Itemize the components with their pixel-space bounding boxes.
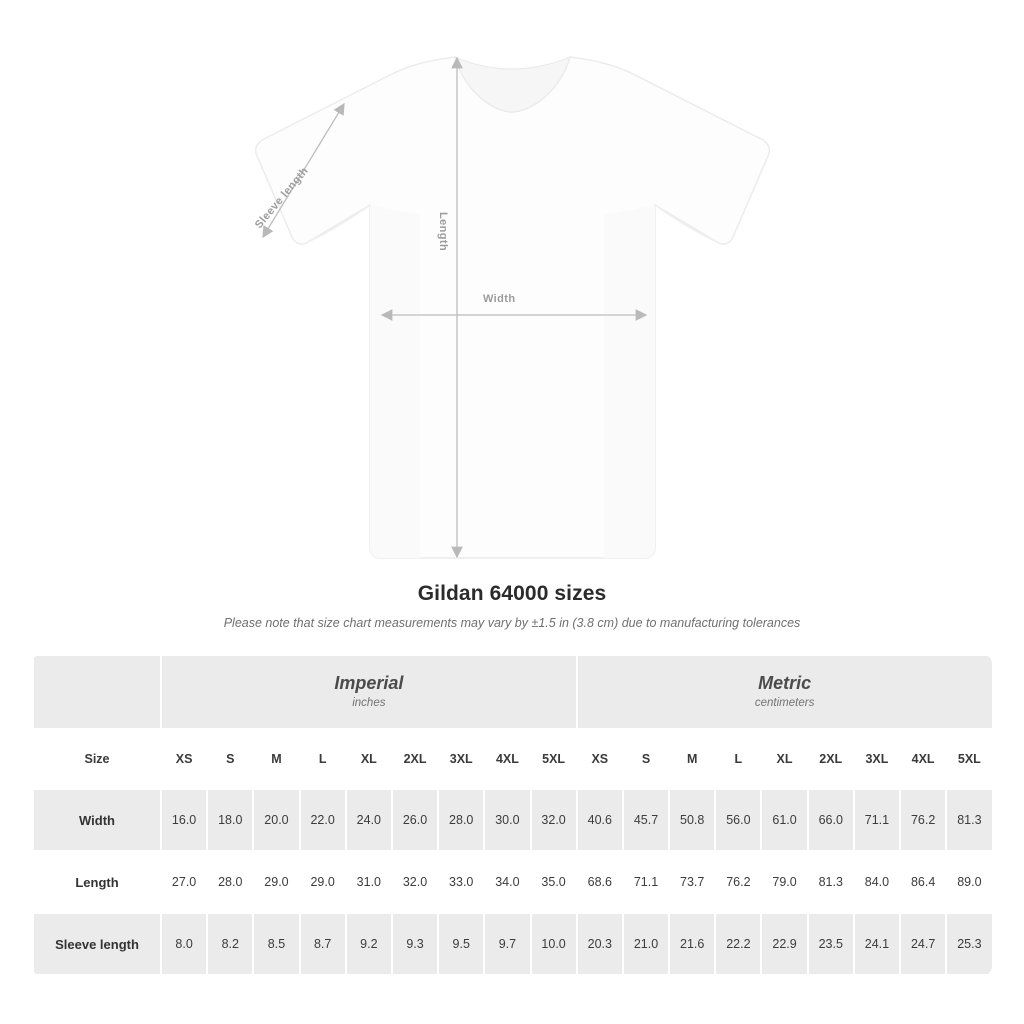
- metric-unit-sub: centimeters: [754, 696, 815, 709]
- cell-sleeve-metric-3xl: 24.1: [854, 913, 900, 975]
- cell-width-metric-3xl: 71.1: [854, 789, 900, 851]
- cell-length-imperial-5xl: 35.0: [531, 851, 577, 913]
- imperial-unit-header: [161, 655, 577, 729]
- row-label-sleeve-length: Sleeve length: [33, 913, 161, 975]
- size-table: [32, 654, 992, 976]
- unit-header-row: [33, 655, 992, 729]
- size-header-metric-l: L: [715, 729, 761, 789]
- cell-width-imperial-xs: 16.0: [161, 789, 207, 851]
- cell-width-imperial-3xl: 28.0: [438, 789, 484, 851]
- cell-sleeve-metric-4xl: 24.7: [900, 913, 946, 975]
- cell-width-metric-s: 45.7: [623, 789, 669, 851]
- cell-width-imperial-s: 18.0: [207, 789, 253, 851]
- imperial-unit-sub: inches: [352, 696, 386, 709]
- cell-length-imperial-m: 29.0: [253, 851, 299, 913]
- row-label-width: Width: [33, 789, 161, 851]
- cell-length-metric-xs: 68.6: [577, 851, 623, 913]
- size-header-imperial-xs: XS: [161, 729, 207, 789]
- cell-sleeve-metric-2xl: 23.5: [808, 913, 854, 975]
- cell-width-imperial-4xl: 30.0: [484, 789, 530, 851]
- table-corner-cell: [33, 655, 161, 729]
- size-table-wrapper: [32, 654, 992, 976]
- width-dimension-label: Width: [483, 293, 516, 305]
- cell-sleeve-metric-s: 21.0: [623, 913, 669, 975]
- cell-length-imperial-2xl: 32.0: [392, 851, 438, 913]
- cell-sleeve-metric-xs: 20.3: [577, 913, 623, 975]
- cell-length-metric-m: 73.7: [669, 851, 715, 913]
- cell-length-metric-3xl: 84.0: [854, 851, 900, 913]
- cell-length-metric-2xl: 81.3: [808, 851, 854, 913]
- cell-sleeve-imperial-xs: 8.0: [161, 913, 207, 975]
- row-label-length: Length: [33, 851, 161, 913]
- cell-length-imperial-xs: 27.0: [161, 851, 207, 913]
- size-header-imperial-3xl: 3XL: [438, 729, 484, 789]
- cell-width-metric-5xl: 81.3: [946, 789, 992, 851]
- cell-sleeve-imperial-3xl: 9.5: [438, 913, 484, 975]
- table-row: [33, 789, 992, 851]
- table-row: [33, 851, 992, 913]
- size-header-imperial-2xl: 2XL: [392, 729, 438, 789]
- size-header-imperial-5xl: 5XL: [531, 729, 577, 789]
- cell-width-metric-xs: 40.6: [577, 789, 623, 851]
- cell-length-metric-5xl: 89.0: [946, 851, 992, 913]
- cell-width-metric-m: 50.8: [669, 789, 715, 851]
- cell-length-metric-l: 76.2: [715, 851, 761, 913]
- cell-sleeve-imperial-m: 8.5: [253, 913, 299, 975]
- metric-unit-header: [577, 655, 992, 729]
- cell-length-metric-s: 71.1: [623, 851, 669, 913]
- sleeve-length-dimension-label: Sleeve length: [252, 164, 311, 231]
- cell-length-metric-4xl: 86.4: [900, 851, 946, 913]
- cell-sleeve-imperial-2xl: 9.3: [392, 913, 438, 975]
- cell-width-imperial-l: 22.0: [300, 789, 346, 851]
- cell-sleeve-imperial-5xl: 10.0: [531, 913, 577, 975]
- size-header-imperial-4xl: 4XL: [484, 729, 530, 789]
- size-header-metric-2xl: 2XL: [808, 729, 854, 789]
- tolerance-note: Please note that size chart measurements may vary by ±1.5 in (3.8 cm) due to manufacturing tolerances: [223, 616, 801, 630]
- page-title: Gildan 64000 sizes: [417, 582, 607, 605]
- cell-width-metric-l: 56.0: [715, 789, 761, 851]
- cell-width-metric-xl: 61.0: [761, 789, 807, 851]
- cell-width-metric-2xl: 66.0: [808, 789, 854, 851]
- size-header-imperial-m: M: [253, 729, 299, 789]
- size-header-imperial-l: L: [300, 729, 346, 789]
- size-header-imperial-s: S: [207, 729, 253, 789]
- table-row: [33, 913, 992, 975]
- cell-width-imperial-5xl: 32.0: [531, 789, 577, 851]
- cell-sleeve-imperial-4xl: 9.7: [484, 913, 530, 975]
- cell-sleeve-metric-xl: 22.9: [761, 913, 807, 975]
- cell-width-imperial-2xl: 26.0: [392, 789, 438, 851]
- cell-width-imperial-xl: 24.0: [346, 789, 392, 851]
- cell-length-imperial-4xl: 34.0: [484, 851, 530, 913]
- size-header-metric-4xl: 4XL: [900, 729, 946, 789]
- cell-width-metric-4xl: 76.2: [900, 789, 946, 851]
- cell-length-imperial-3xl: 33.0: [438, 851, 484, 913]
- cell-sleeve-metric-l: 22.2: [715, 913, 761, 975]
- cell-sleeve-imperial-l: 8.7: [300, 913, 346, 975]
- cell-sleeve-metric-5xl: 25.3: [946, 913, 992, 975]
- size-header-metric-s: S: [623, 729, 669, 789]
- title-block: [0, 582, 1024, 630]
- cell-sleeve-imperial-xl: 9.2: [346, 913, 392, 975]
- cell-length-imperial-l: 29.0: [300, 851, 346, 913]
- cell-length-imperial-s: 28.0: [207, 851, 253, 913]
- size-header-metric-3xl: 3XL: [854, 729, 900, 789]
- cell-sleeve-metric-m: 21.6: [669, 913, 715, 975]
- size-column-label: Size: [33, 729, 161, 789]
- size-header-imperial-xl: XL: [346, 729, 392, 789]
- metric-unit-name: Metric: [758, 673, 812, 694]
- tshirt-shape: [256, 57, 770, 558]
- size-header-metric-xs: XS: [577, 729, 623, 789]
- size-header-metric-xl: XL: [761, 729, 807, 789]
- cell-width-imperial-m: 20.0: [253, 789, 299, 851]
- cell-length-imperial-xl: 31.0: [346, 851, 392, 913]
- cell-sleeve-imperial-s: 8.2: [207, 913, 253, 975]
- imperial-unit-name: Imperial: [334, 673, 404, 694]
- cell-length-metric-xl: 79.0: [761, 851, 807, 913]
- length-dimension-label: Length: [437, 212, 449, 252]
- size-header-metric-m: M: [669, 729, 715, 789]
- size-header-metric-5xl: 5XL: [946, 729, 992, 789]
- size-header-row: [33, 729, 992, 789]
